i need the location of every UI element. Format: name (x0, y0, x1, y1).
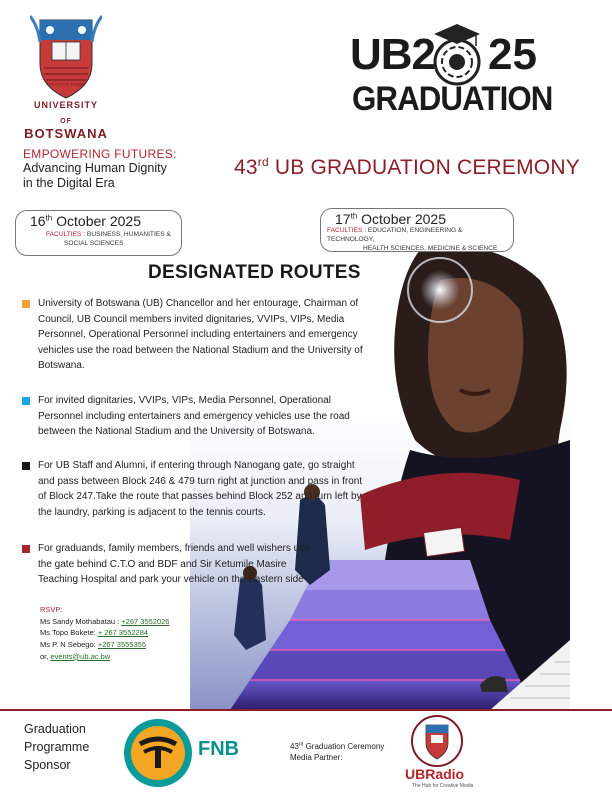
black-bullet-icon (22, 462, 30, 470)
date-box-17-october (320, 208, 514, 252)
ub-radio-name: UBRadio (405, 766, 465, 782)
media-partner-label: 43rd Graduation Ceremony Media Partner: (290, 741, 385, 763)
university-name-line2: OF BOTSWANA (24, 118, 108, 141)
rsvp-contact: Ms P. N Sebego: +267 3555355 (40, 639, 146, 649)
rsvp-heading: RSVP: (40, 605, 63, 614)
orange-bullet-icon (22, 300, 30, 308)
fnb-tree-logo-icon (120, 718, 196, 788)
rsvp-email: or, events@ub.ac.bw (40, 651, 111, 661)
rsvp-email-link[interactable]: events@ub.ac.bw (50, 651, 111, 661)
footer-divider (0, 709, 612, 711)
route-item-dignitaries: For invited dignitaries, VVIPs, VIPs, Media Personnel, Operational Personnel including entertainers and emergency vehicles use the road between the National Stadium and the University of Botswana. (22, 393, 372, 440)
rsvp-contact: Ms Topo Bokete: + 267 3552284 (40, 628, 149, 638)
faculties-17-october: FACULTIES : EDUCATION, ENGINEERING & TECHNOLOGY, HEALTH SCIENCES, MEDICINE & SCIENCE (327, 227, 498, 252)
tagline-line3: in the Digital Era (23, 176, 115, 190)
route-item-staff-alumni: For UB Staff and Alumni, if entering through Nanogang gate, go straight and pass between Block 246 & 479 turn right at junction and pass in front of Block 247.Take the route that passes behind Block 252 and turn left by the laundry, parking is adjacent to the tennis courts. (22, 458, 372, 520)
ceremony-title: 43rd UB GRADUATION CEREMONY (234, 155, 580, 179)
route-item-chancellor: University of Botswana (UB) Chancellor and her entourage, Chairman of Council, UB Council members invited dignitaries, VVIPs, VIPs, Media Personnel, Operational Personnel including entertainers and emergency vehicles use the road between the National Stadium and the University of Botswana. (22, 296, 372, 374)
crest-motto: THUTO KE THEBE (46, 82, 86, 87)
rsvp-phone-link[interactable]: +267 3555355 (97, 639, 146, 649)
rsvp-contact: Ms Sandy Mothabatau : +267 3552026 (40, 616, 170, 626)
route-item-graduands: For graduands, family members, friends and well wishers use the gate behind C.T.O and BDF and Sir Ketumile Masire Teaching Hospital and park your vehicle on the Eastern side (22, 541, 322, 588)
date-16-october: 16th October 2025 (30, 213, 141, 229)
rsvp-phone-link[interactable]: +267 3552026 (121, 616, 170, 626)
designated-routes-heading: DESIGNATED ROUTES (148, 262, 361, 283)
logo-graduation-word: GRADUATION (352, 80, 553, 118)
sponsor-label: Graduation Programme Sponsor (24, 722, 90, 773)
ub-radio-crest-icon (411, 715, 463, 767)
tagline-line2: Advancing Human Dignity (23, 161, 167, 175)
date-17-october: 17th October 2025 (335, 211, 446, 227)
tagline-heading: EMPOWERING FUTURES: (23, 147, 177, 161)
blue-bullet-icon (22, 397, 30, 405)
rsvp-block (40, 604, 169, 662)
logo-25: 25 (488, 30, 537, 79)
fnb-sponsor-name: FNB (198, 738, 240, 760)
maroon-bullet-icon (22, 545, 30, 553)
logo-ub2: UB2 (350, 30, 436, 79)
date-box-16-october (15, 210, 182, 256)
faculties-16-october: FACULTIES : BUSINESS, HUMANITIES & SOCIAL SCIENCES (46, 231, 171, 247)
ub-radio-tagline: The Hub for Creative Media (412, 783, 474, 789)
university-name-line1: UNIVERSITY (33, 100, 98, 110)
rsvp-phone-link[interactable]: + 267 3552284 (97, 628, 149, 638)
